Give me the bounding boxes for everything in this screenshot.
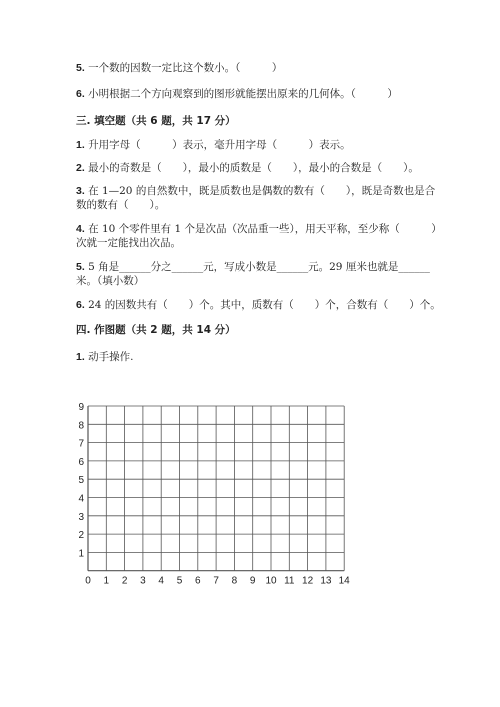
question-text: 最小的奇数是（ ），最小的质数是（ ），最小的合数是（ ）。 [88,162,419,174]
x-axis-tick-label: 2 [121,575,128,587]
question-number: 1. [76,139,85,151]
question-number: 6. [76,88,85,100]
question-text: 一个数的因数一定比这个数小。（ ） [88,62,283,74]
x-axis-tick-label: 5 [176,575,183,587]
x-axis-tick-label: 13 [320,575,332,587]
y-axis-tick-label: 8 [78,420,84,432]
question-text: 动手操作. [88,351,134,363]
section-4-title: 四. 作图题（共 2 题，共 14 分） [76,324,236,336]
question-text: 升用字母（ ）表示，毫升用字母（ ）表示。 [88,139,351,151]
x-axis-tick-label: 3 [140,575,146,587]
question-number: 4. [76,223,85,235]
x-axis-tick-label: 7 [213,575,219,587]
fill-question-5-continued: 米。（填小数） [76,275,145,287]
question-text: 24 的因数共有（ ）个。其中，质数有（ ）个，合数有（ ）个。 [88,299,441,311]
y-axis-tick-label: 6 [78,456,84,468]
x-axis-tick-label: 11 [284,575,295,587]
question-text: 在 1—20 的自然数中，既是质数也是偶数的数有（ ），既是奇数也是合 [88,185,436,197]
x-axis-tick-label: 4 [158,575,164,587]
question-text: 小明根据二个方向观察到的图形就能摆出原来的几何体。（ ） [88,88,398,100]
x-axis-tick-label: 10 [265,575,277,587]
fill-question-6 [76,298,441,312]
question-number: 5. [76,261,85,273]
question-number: 3. [76,185,85,197]
grid-svg [78,398,358,588]
question-text: 在 10 个零件里有 1 个是次品（次品重一些），用天平称，至少称（ ） [88,223,442,235]
fill-question-4 [76,222,442,236]
fill-question-5 [76,260,430,274]
question-number: 1. [76,351,85,363]
fill-question-4-continued: 次就一定能找出次品。 [76,237,181,249]
coordinate-grid [78,398,358,592]
drawing-question-1 [76,350,133,364]
y-axis-tick-label: 4 [78,493,84,505]
fill-question-3 [76,184,435,198]
judge-question-5 [76,61,282,75]
y-axis-tick-label: 2 [78,530,84,542]
fill-question-3-continued: 数的数有（ ）。 [76,199,166,211]
question-number: 5. [76,62,85,74]
x-axis-tick-label: 12 [302,575,314,587]
x-axis-tick-label: 6 [195,575,201,587]
question-number: 6. [76,299,85,311]
x-axis-tick-label: 0 [85,575,91,587]
judge-question-6 [76,87,398,101]
x-axis-tick-label: 14 [338,575,350,587]
x-axis-tick-label: 8 [231,575,238,587]
question-text: 5 角是______分之______元，写成小数是______元。29 厘米也就是______ [88,261,430,273]
fill-question-2 [76,161,419,175]
y-axis-tick-label: 1 [78,548,84,560]
fill-question-1 [76,138,351,152]
x-axis-tick-label: 1 [103,575,110,587]
y-axis-tick-label: 3 [78,511,84,523]
question-number: 2. [76,162,85,174]
y-axis-tick-label: 9 [78,402,84,413]
section-3-title: 三. 填空题（共 6 题，共 17 分） [76,115,236,127]
y-axis-tick-label: 7 [78,438,84,450]
x-axis-tick-label: 9 [249,575,256,587]
y-axis-tick-label: 5 [78,475,84,487]
